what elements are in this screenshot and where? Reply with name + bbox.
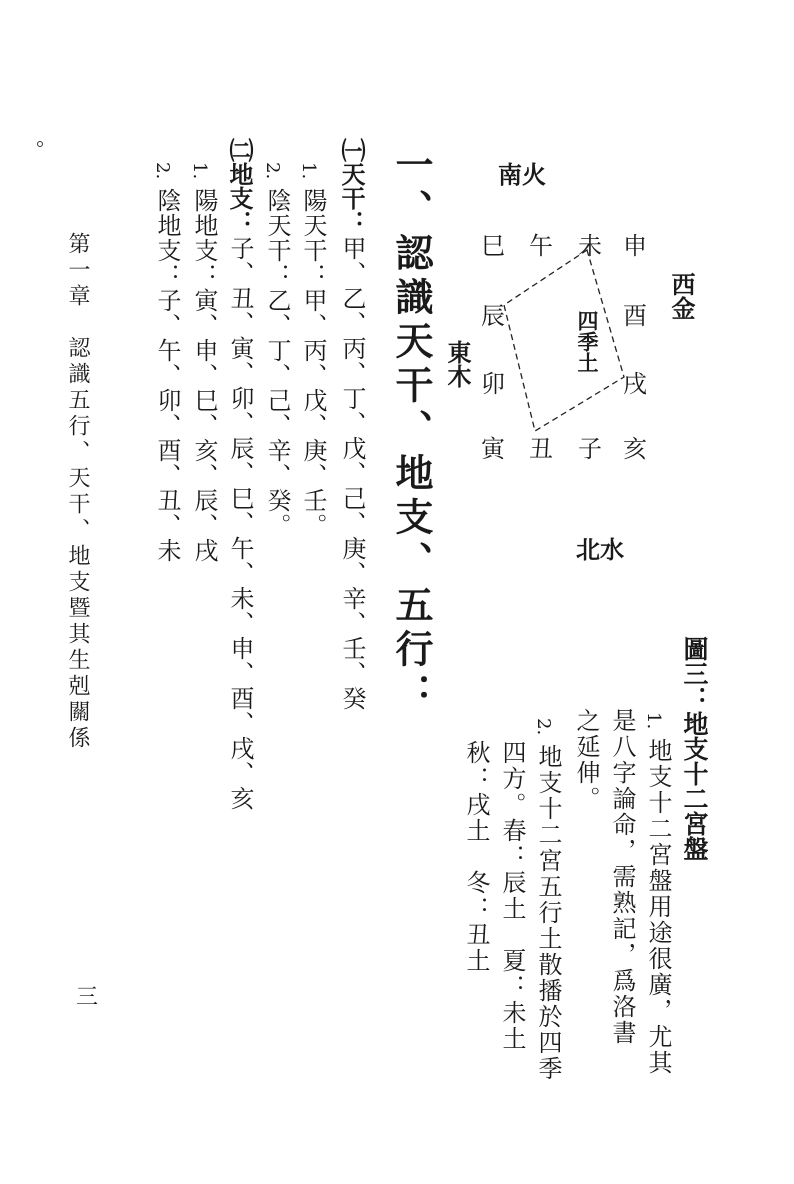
branch-wei: 未 (578, 232, 602, 260)
stems-yang: 陽天干：甲、丙、戊、庚、壬。 (299, 188, 327, 538)
branch-si: 巳 (481, 232, 505, 260)
center-earth: 四季土 (575, 310, 599, 373)
note2-line2: 四方。春：辰土 夏：未土 (498, 740, 526, 1052)
direction-east: 東木 (443, 340, 471, 388)
branch-wu: 午 (529, 232, 553, 260)
branch-yin: 寅 (481, 435, 505, 463)
note2-line3: 秋：戌土 冬：丑土 (462, 740, 490, 974)
branches-yang-label: 1. (189, 162, 210, 180)
branches-yang: 陽地支：寅、申、巳、亥、辰、戌 (190, 188, 218, 563)
direction-south: 南火 (498, 161, 546, 189)
direction-north: 北水 (576, 536, 624, 564)
direction-west: 西金 (667, 272, 695, 320)
branches-title: ㈡地支： (225, 138, 253, 234)
branch-mao: 卯 (481, 370, 505, 398)
branches-yin: 陰地支：子、午、卯、酉、丑、未 (153, 188, 181, 563)
note1-label: 1. (643, 712, 664, 730)
stems-title: ㈠天干： (337, 138, 365, 234)
branch-chou: 丑 (529, 435, 553, 463)
section-heading: 一、認識天干、地支、五行： (389, 145, 433, 717)
note2-label: 2. (533, 718, 554, 736)
branch-chen: 辰 (481, 302, 505, 330)
stems-yang-label: 1. (298, 162, 319, 180)
branch-xu: 戌 (623, 370, 647, 398)
note1-line3: 之延伸。 (572, 708, 600, 812)
running-head: 第一章 認識五行、天干、地支暨其生剋關係 (65, 232, 90, 752)
stems-yin-label: 2. (262, 162, 283, 180)
branch-hai: 亥 (623, 435, 647, 463)
branch-zi: 子 (578, 435, 602, 463)
stems-items: 甲、乙、丙、丁、戊、己、庚、辛、壬、癸 (338, 236, 366, 711)
note1-line1: 地支十二宮盤用途很廣，尤其 (644, 738, 672, 1076)
branch-you: 酉 (623, 302, 647, 330)
figure-caption: 圖三：地支十二宮盤 (680, 636, 709, 861)
branch-shen: 申 (623, 232, 647, 260)
page-number: 三 (76, 985, 99, 1010)
branches-yin-label: 2. (152, 162, 173, 180)
note1-line2: 是八字論命，需熟記，爲洛書 (608, 708, 636, 1046)
stems-yin: 陰天干：乙、丁、己、辛、癸。 (263, 188, 291, 538)
note2-line1: 地支十二宮五行土散播於四季 (534, 744, 562, 1082)
branches-items: 子、丑、寅、卯、辰、巳、午、未、申、酉、戌、亥 (226, 236, 254, 811)
